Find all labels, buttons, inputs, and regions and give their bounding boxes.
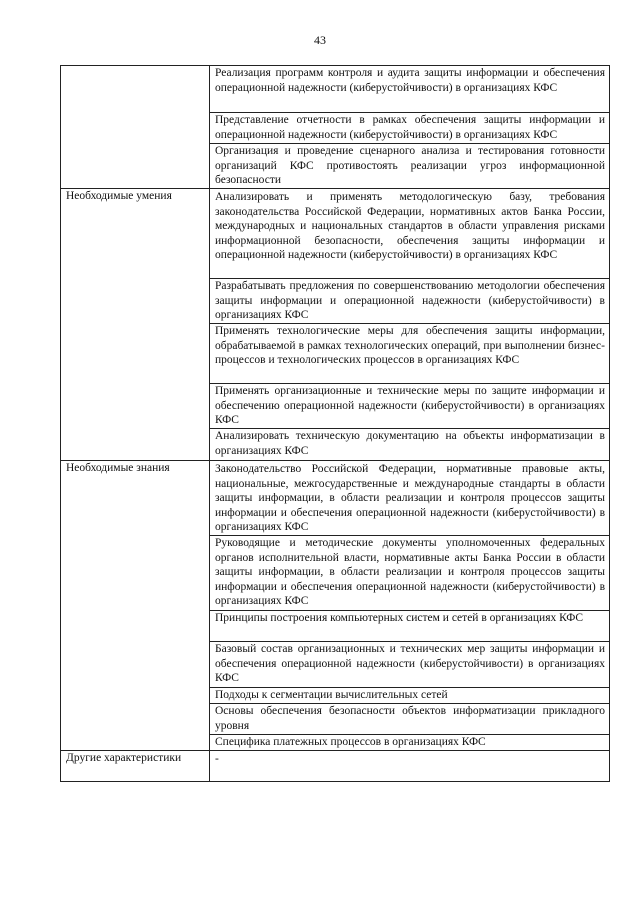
table-row xyxy=(61,751,610,782)
table-cell: Разрабатывать предложения по совершенствованию методологии обеспечения защиты информации и операционной надежности (киберустойчивости) в организациях КФС xyxy=(210,279,610,324)
table-cell: - xyxy=(210,751,610,782)
table-cell: Основы обеспечения безопасности объектов информатизации прикладного уровня xyxy=(210,704,610,735)
page-number: 43 xyxy=(314,33,326,47)
characteristics-table xyxy=(60,65,610,782)
table-cell: Применять технологические меры для обеспечения защиты информации, обрабатываемой в рамках технологических операций, при выполнении бизнес-процессов и технологических процессов в организациях КФС xyxy=(210,324,610,384)
table-cell: Реализация программ контроля и аудита защиты информации и обеспечения операционной надежности (киберустойчивости) в организациях КФС xyxy=(210,66,610,113)
table-cell: Анализировать техническую документацию на объекты информатизации в организациях КФС xyxy=(210,429,610,461)
table-cell: Применять организационные и технические меры по защите информации и обеспечению операционной надежности (киберустойчивости) в организациях КФС xyxy=(210,384,610,429)
row-label: Необходимые знания xyxy=(61,461,210,751)
table-cell: Представление отчетности в рамках обеспечения защиты информации и операционной надежности (киберустойчивости) в организациях КФС xyxy=(210,113,610,144)
table-cell: Руководящие и методические документы уполномоченных федеральных органов исполнительной власти, нормативные акты Банка России в области защиты информации, в области реализации и контроля процессов защиты информации и обеспечения операционной надежности (киберустойчивости) в организациях КФС xyxy=(210,536,610,611)
table-cell: Специфика платежных процессов в организациях КФС xyxy=(210,735,610,751)
table-row xyxy=(61,461,610,536)
table-cell: Принципы построения компьютерных систем и сетей в организациях КФС xyxy=(210,611,610,642)
row-label: Необходимые умения xyxy=(61,189,210,461)
table-cell: Подходы к сегментации вычислительных сетей xyxy=(210,688,610,704)
table-cell: Анализировать и применять методологическую базу, требования законодательства Российской Федерации, нормативных актов Банка России, международных и национальных стандартов в области управления рисками информационной безопасности, обеспечения защиты информации и операционной надежности (киберустойчивости) в организациях КФС xyxy=(210,189,610,279)
row-label: Другие характеристики xyxy=(61,751,210,782)
table-row xyxy=(61,189,610,279)
table-row xyxy=(61,66,610,113)
table-cell: Организация и проведение сценарного анализа и тестирования готовности организаций КФС противостоять реализации угроз информационной безопасности xyxy=(210,144,610,189)
table-cell: Законодательство Российской Федерации, нормативные правовые акты, национальные, межгосударственные и международные стандарты в области защиты информации, в области реализации и контроля процессов защиты информации и обеспечения операционной надежности (киберустойчивости) в организациях КФС xyxy=(210,461,610,536)
row-label xyxy=(61,66,210,189)
table-cell: Базовый состав организационных и технических мер защиты информации и обеспечения операционной надежности (киберустойчивости) в организациях КФС xyxy=(210,642,610,688)
